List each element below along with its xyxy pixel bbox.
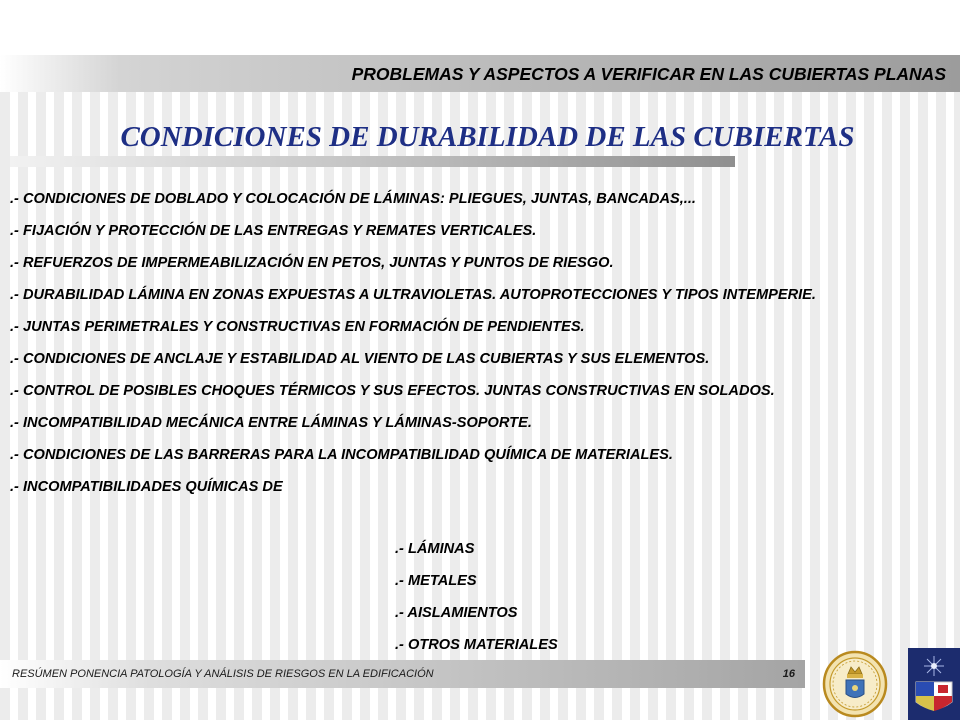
list-item: .- REFUERZOS DE IMPERMEABILIZACIÓN EN PETOS, JUNTAS Y PUNTOS DE RIESGO.	[10, 255, 614, 271]
footer-text: RESÚMEN PONENCIA PATOLOGÍA Y ANÁLISIS DE RIESGOS EN LA EDIFICACIÓN	[12, 668, 434, 680]
footer-bar	[0, 660, 805, 688]
title-underline-bar	[10, 156, 735, 167]
list-item: .- CONTROL DE POSIBLES CHOQUES TÉRMICOS Y SUS EFECTOS. JUNTAS CONSTRUCTIVAS EN SOLADOS.	[10, 383, 775, 399]
chemical-incompatibility-sublist	[395, 540, 558, 668]
conditions-list	[10, 190, 905, 510]
university-crest-icon	[908, 648, 960, 720]
sub-list-item: .- LÁMINAS	[395, 541, 475, 557]
list-item: .- FIJACIÓN Y PROTECCIÓN DE LAS ENTREGAS Y REMATES VERTICALES.	[10, 223, 537, 239]
list-item: .- JUNTAS PERIMETRALES Y CONSTRUCTIVAS EN FORMACIÓN DE PENDIENTES.	[10, 319, 585, 335]
list-item: .- DURABILIDAD LÁMINA EN ZONAS EXPUESTAS A ULTRAVIOLETAS. AUTOPROTECCIONES Y TIPOS INTEMPERIE.	[10, 287, 816, 303]
header-bar	[0, 55, 960, 92]
list-item: .- INCOMPATIBILIDADES QUÍMICAS DE	[10, 479, 283, 495]
list-item: .- INCOMPATIBILIDAD MECÁNICA ENTRE LÁMINAS Y LÁMINAS-SOPORTE.	[10, 415, 532, 431]
sub-list-item: .- METALES	[395, 573, 477, 589]
sub-list-item: .- OTROS MATERIALES	[395, 637, 558, 653]
list-item: .- CONDICIONES DE LAS BARRERAS PARA LA INCOMPATIBILIDAD QUÍMICA DE MATERIALES.	[10, 447, 673, 463]
page-number: 16	[782, 668, 795, 680]
list-item: .- CONDICIONES DE DOBLADO Y COLOCACIÓN DE LÁMINAS: PLIEGUES, JUNTAS, BANCADAS,...	[10, 191, 696, 207]
university-seal-icon	[822, 650, 888, 718]
header-title: PROBLEMAS Y ASPECTOS A VERIFICAR EN LAS CUBIERTAS PLANAS	[351, 64, 946, 84]
sub-list-item: .- AISLAMIENTOS	[395, 605, 518, 621]
page-title: CONDICIONES DE DURABILIDAD DE LAS CUBIERTAS	[120, 121, 855, 153]
list-item: .- CONDICIONES DE ANCLAJE Y ESTABILIDAD AL VIENTO DE LAS CUBIERTAS Y SUS ELEMENTOS.	[10, 351, 710, 367]
